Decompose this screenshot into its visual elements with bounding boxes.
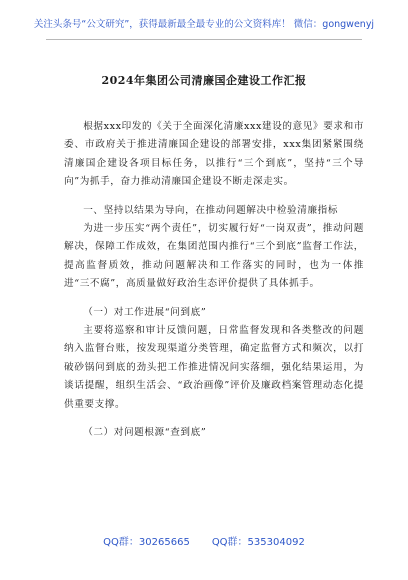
- header-divider: [46, 39, 362, 40]
- section-1-paragraph: 为进一步压实“两个责任”，切实履行好“一岗双责”，推动问题解决，保障工作成效，在集团范围内推行“三个到底”监督工作法，提高监督质效，推动问题解决和工作落实的同时，也为一体推进“三不腐”，高质量做好政治生态评价提供了具体抓手。: [64, 223, 364, 290]
- footer-qq-group-1: QQ群：30265665: [103, 537, 190, 548]
- subsection-1-paragraph: 主要将巡察和审计反馈问题，日常监督发现和各类整改的问题纳入监督台账，按发现渠道分类管理，确定监督方式和频次，以打破砂锅问到底的劲头把工作推进情况问实落细，强化结果运用，为谈话提醒，组织生活会、“政治画像”评价及廉政档案管理动态化提供重要支撑。: [64, 325, 364, 410]
- section-heading-1: 一、坚持以结果为导向，在推动问题解决中检验清廉指标: [83, 204, 339, 216]
- subsection-heading-2: （二）对问题根源“查到底”: [83, 427, 207, 439]
- document-body: [64, 118, 364, 443]
- footer-qq-group-2: QQ群：535304092: [211, 537, 305, 548]
- subsection-heading-1: （一）对工作进展“问到底”: [83, 306, 207, 318]
- header-banner: 关注头条号“公文研究”，获得最新最全最专业的公文资料库！ 微信：gongwenyj: [33, 19, 375, 30]
- footer: [0, 536, 408, 550]
- intro-paragraph: 根据xxx印发的《关于全面深化清廉xxx建设的意见》要求和市委、市政府关于推进清廉国企建设的部署安排，xxx集团紧紧围绕清廉国企建设各项目标任务，以推行“三个到底”，坚持“三个导向”为抓手，奋力推动清廉国企建设不断走深走实。: [64, 121, 364, 188]
- document-title: 2024年集团公司清廉国企建设工作汇报: [101, 74, 307, 87]
